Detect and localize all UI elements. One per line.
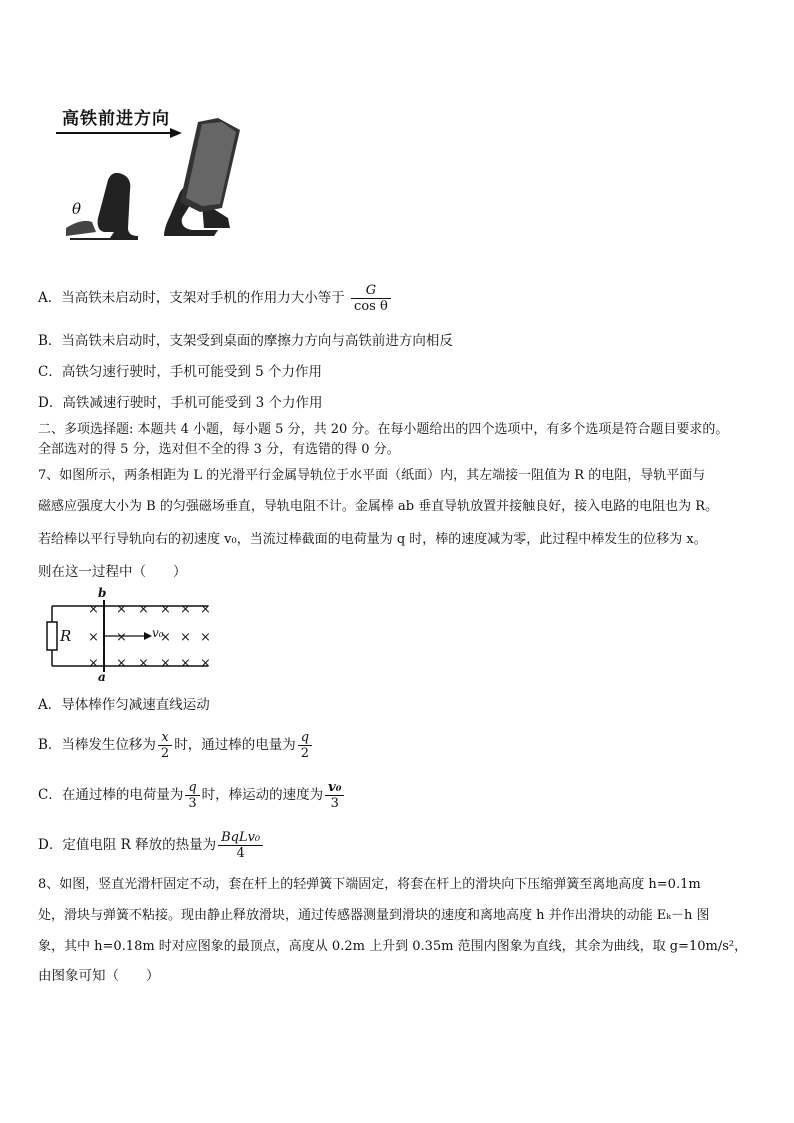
field-cross: × bbox=[200, 602, 211, 617]
field-cross: × bbox=[88, 656, 99, 671]
fraction-x-over-2: $\frac{x}{2}$ bbox=[158, 730, 172, 761]
q6-option-a: A．当高铁未启动时，支架对手机的作用力大小等于 $\frac{G}{\text{cos θ}}$ bbox=[38, 283, 393, 314]
q7-line1: 7、如图所示，两条相距为 L 的光滑平行金属导轨位于水平面（纸面）内，其左端接一阻值为 R 的电阻，导轨平面与 bbox=[38, 468, 706, 483]
q6-option-d: D．高铁减速行驶时，手机可能受到 3 个力作用 bbox=[38, 395, 323, 411]
field-cross: × bbox=[180, 630, 191, 645]
section2-line1: 二、多项选择题: 本题共 4 小题，每小题 5 分，共 20 分。在每小题给出的四个选项中，有多个选项是符合题目要求的。 bbox=[38, 422, 729, 437]
field-cross: × bbox=[116, 602, 127, 617]
figure-caption: 高铁前进方向 bbox=[62, 109, 170, 129]
field-cross: × bbox=[88, 630, 99, 645]
q7-option-b: B．当棒发生位移为 $\frac{x}{2}$ 时，通过棒的电量为 $\frac{q}{2}$ bbox=[38, 730, 314, 761]
q8-line1: 8、如图，竖直光滑杆固定不动，套在杆上的轻弹簧下端固定，将套在杆上的滑块向下压缩弹簧至离地高度 h=0.1m bbox=[38, 877, 701, 892]
rail-circuit-figure bbox=[40, 586, 212, 684]
stand-drawing bbox=[52, 100, 252, 250]
field-cross: × bbox=[138, 656, 149, 671]
q6-option-b: B．当高铁未启动时，支架受到桌面的摩擦力方向与高铁前进方向相反 bbox=[38, 333, 453, 349]
q7-option-a: A．导体棒作匀减速直线运动 bbox=[38, 697, 210, 713]
label-R: R bbox=[60, 627, 72, 645]
fraction-v0-over-3: $\frac{\text{v₀}}{3}$ bbox=[325, 780, 344, 811]
label-b: b bbox=[98, 586, 107, 600]
q7-line3: 若给棒以平行导轨向右的初速度 v₀，当流过棒截面的电荷量为 q 时，棒的速度减为零，此过程中棒发生的位移为 x。 bbox=[38, 532, 707, 547]
q7-option-d: D．定值电阻 R 释放的热量为 $\frac{\text{BqLv₀}}{4}$ bbox=[38, 830, 265, 861]
fraction-g-over-cos: $\frac{G}{\text{cos θ}}$ bbox=[351, 283, 391, 314]
fraction-q-over-3: $\frac{q}{3}$ bbox=[185, 780, 199, 811]
field-cross: × bbox=[160, 656, 171, 671]
q7-option-c: C．在通过棒的电荷量为 $\frac{q}{3}$ 时，棒运动的速度为 $\frac{\text{v₀}}{3}$ bbox=[38, 780, 346, 811]
section2-line2: 全部选对的得 5 分，选对但不全的得 3 分，有选错的得 0 分。 bbox=[38, 442, 400, 457]
field-cross: × bbox=[180, 602, 191, 617]
angle-label: θ bbox=[72, 200, 82, 218]
field-cross: × bbox=[88, 602, 99, 617]
q8-line4: 由图象可知（ ） bbox=[38, 968, 160, 984]
label-v0: v₀ bbox=[152, 626, 164, 640]
field-cross: × bbox=[200, 656, 211, 671]
label-a: a bbox=[98, 670, 106, 684]
fraction-q-over-2: $\frac{q}{2}$ bbox=[298, 730, 312, 761]
q6-option-c: C．高铁匀速行驶时，手机可能受到 5 个力作用 bbox=[38, 364, 323, 380]
field-cross: × bbox=[116, 656, 127, 671]
field-cross: × bbox=[160, 630, 171, 645]
field-cross: × bbox=[160, 602, 171, 617]
q7-line4: 则在这一过程中（ ） bbox=[38, 564, 187, 580]
field-cross: × bbox=[180, 656, 191, 671]
phone-stand-figure bbox=[52, 100, 252, 250]
field-cross: × bbox=[200, 630, 211, 645]
field-cross: × bbox=[116, 630, 127, 645]
field-cross: × bbox=[138, 602, 149, 617]
q8-line3: 象，其中 h=0.18m 时对应图象的最顶点，高度从 0.2m 上升到 0.35m 范围内图象为直线，其余为曲线，取 g=10m/s²， bbox=[38, 939, 748, 954]
q7-line2: 磁感应强度大小为 B 的匀强磁场垂直，导轨电阻不计。金属棒 ab 垂直导轨放置并接触良好，接入电路的电阻也为 R。 bbox=[38, 499, 719, 514]
q8-line2: 处，滑块与弹簧不粘接。现由静止释放滑块，通过传感器测量到滑块的速度和离地高度 h 并作出滑块的动能 Eₖ－h 图 bbox=[38, 908, 710, 923]
fraction-heat: $\frac{\text{BqLv₀}}{4}$ bbox=[218, 830, 263, 861]
